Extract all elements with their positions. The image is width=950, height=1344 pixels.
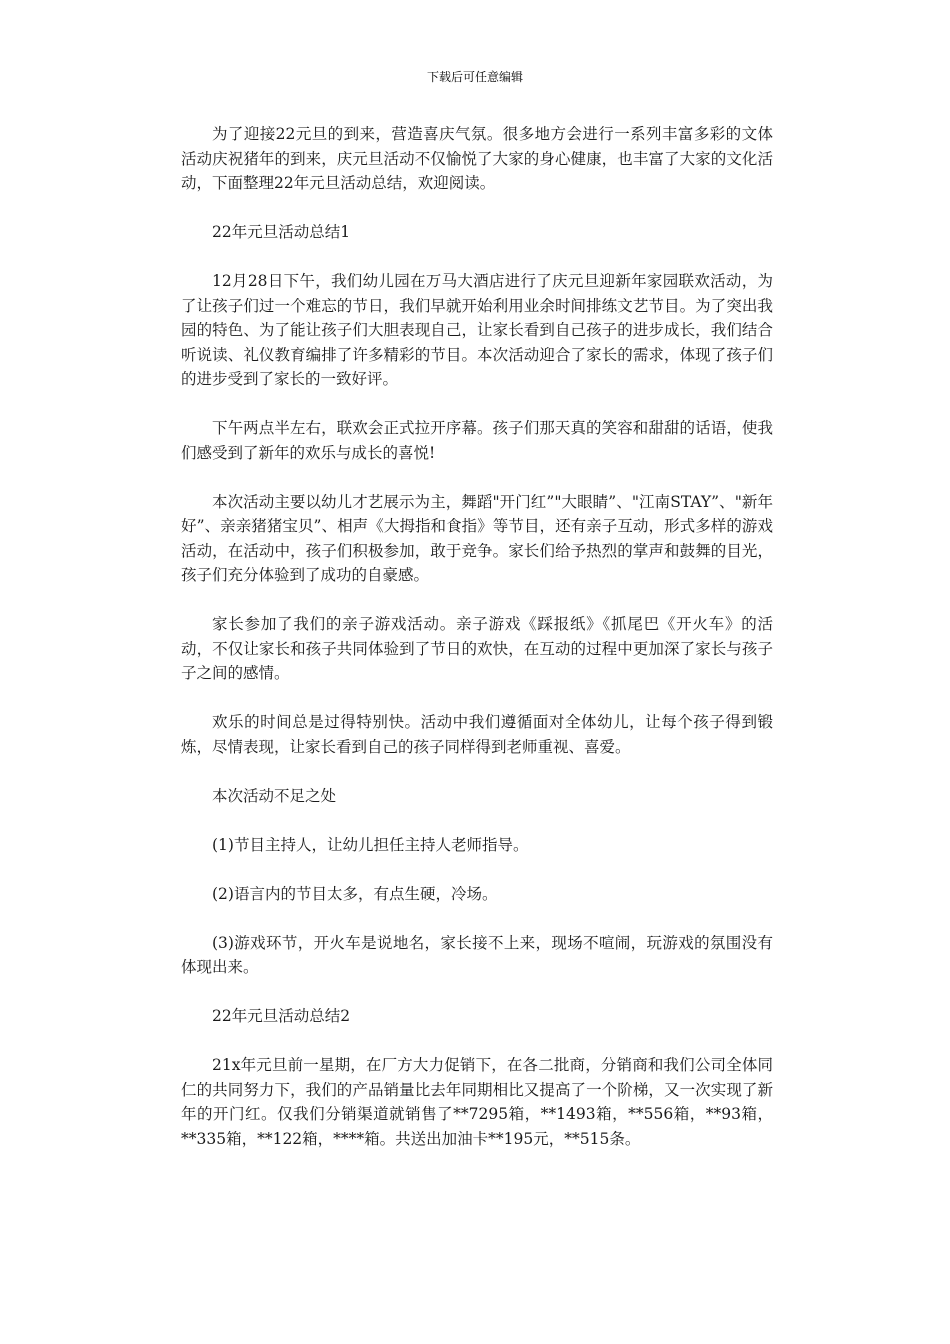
paragraph: 本次活动主要以幼儿才艺展示为主，舞蹈"开门红”"大眼睛”、"江南STAY”、"新年好”、亲亲猪猪宝贝”、相声《大拇指和食指》等节目，还有亲子互动，形式多样的游戏活动，在活动中，孩子们积极参加，敢于竞争。家长们给予热烈的掌声和鼓舞的目光，孩子们充分体验到了成功的自豪感。: [181, 492, 773, 584]
paragraph: 家长参加了我们的亲子游戏活动。亲子游戏《踩报纸》《抓尾巴《开火车》的活动，不仅让家长和孩子共同体验到了节日的欢快，在互动的过程中更加深了家长与孩子子之间的感情。: [181, 615, 773, 682]
section-heading-2: 22年元旦活动总结2: [212, 1007, 351, 1025]
list-item: (3)游戏环节，开火车是说地名，家长接不上来，现场不喧闹，玩游戏的氛围没有体现出来。: [181, 933, 773, 976]
section-heading-1: 22年元旦活动总结1: [212, 223, 351, 241]
document-body: [181, 122, 773, 1176]
page-header: 下载后可任意编辑: [426, 70, 523, 84]
paragraph: 欢乐的时间总是过得特别快。活动中我们遵循面对全体幼儿，让每个孩子得到锻炼，尽情表现，让家长看到自己的孩子同样得到老师重视、喜爱。: [181, 713, 773, 756]
list-item: (2)语言内的节目太多，有点生硬，冷场。: [212, 884, 498, 903]
shortcomings-heading: 本次活动不足之处: [212, 786, 337, 805]
paragraph: 下午两点半左右，联欢会正式拉开序幕。孩子们那天真的笑容和甜甜的话语，使我们感受到了新年的欢乐与成长的喜悦!: [181, 419, 773, 462]
paragraph: 12月28日下午，我们幼儿园在万马大酒店进行了庆元旦迎新年家园联欢活动，为了让孩子们过一个难忘的节日，我们早就开始利用业余时间排练文艺节目。为了突出我园的特色、为了能让孩子们大胆表现自己，让家长看到自己孩子的进步成长，我们结合听说读、礼仪教育编排了许多精彩的节目。本次活动迎合了家长的需求，体现了孩子们的进步受到了家长的一致好评。: [181, 272, 773, 388]
paragraph: 21x年元旦前一星期，在厂方大力促销下，在各二批商，分销商和我们公司全体同仁的共同努力下，我们的产品销量比去年同期相比又提高了一个阶梯，又一次实现了新年的开门红。仅我们分销渠道就销售了**7295箱，**1493箱，**556箱，**93箱，**335箱，**122箱，****箱。共送出加油卡**195元，**515条。: [181, 1056, 773, 1148]
intro-paragraph: 为了迎接22元旦的到来，营造喜庆气氛。很多地方会进行一系列丰富多彩的文体活动庆祝猪年的到来，庆元旦活动不仅愉悦了大家的身心健康，也丰富了大家的文化活动，下面整理22年元旦活动总结，欢迎阅读。: [181, 125, 773, 192]
list-item: (1)节目主持人，让幼儿担任主持人老师指导。: [212, 835, 529, 854]
